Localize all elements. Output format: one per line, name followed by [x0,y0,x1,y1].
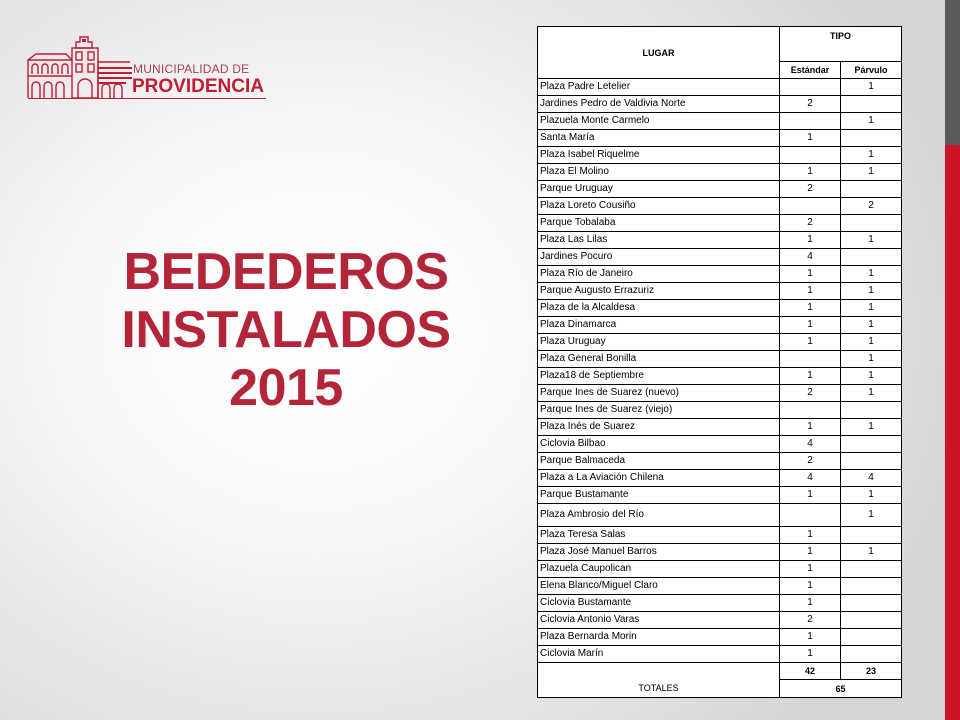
cell-lugar: Ciclovia Bustamante [538,595,780,612]
table-row [538,198,902,215]
cell-parvulo [841,453,902,470]
total-estandar: 42 [780,663,841,680]
cell-estandar [780,351,841,368]
logo-text-providencia: PROVIDENCIA [132,76,264,97]
cell-estandar: 2 [780,612,841,629]
cell-lugar: Plaza Loreto Cousiño [538,198,780,215]
cell-estandar [780,504,841,527]
table-row [538,544,902,561]
table-row [538,266,902,283]
cell-estandar: 1 [780,487,841,504]
table-row [538,578,902,595]
table-body [538,79,902,663]
table-row [538,402,902,419]
table-row [538,487,902,504]
cell-estandar: 2 [780,215,841,232]
table-row [538,561,902,578]
cell-parvulo [841,436,902,453]
cell-lugar: Parque Tobalaba [538,215,780,232]
cell-estandar: 1 [780,368,841,385]
table-row [538,351,902,368]
cell-parvulo [841,249,902,266]
table-row [538,130,902,147]
table-row [538,232,902,249]
cell-estandar: 4 [780,436,841,453]
cell-lugar: Ciclovia Antonio Varas [538,612,780,629]
cell-parvulo: 1 [841,79,902,96]
cell-parvulo: 2 [841,198,902,215]
cell-lugar: Plaza Río de Janeiro [538,266,780,283]
total-general: 65 [780,680,902,698]
cell-parvulo [841,646,902,663]
cell-lugar: Plaza Padre Letelier [538,79,780,96]
cell-estandar: 1 [780,578,841,595]
cell-estandar: 1 [780,419,841,436]
table-row [538,629,902,646]
cell-estandar: 1 [780,232,841,249]
table-row [538,470,902,487]
table-row [538,96,902,113]
cell-lugar: Plaza Teresa Salas [538,527,780,544]
cell-lugar: Plaza General Bonilla [538,351,780,368]
cell-parvulo [841,402,902,419]
cell-lugar: Plaza a La Aviación Chilena [538,470,780,487]
cell-estandar: 1 [780,283,841,300]
cell-estandar [780,113,841,130]
cell-parvulo: 1 [841,334,902,351]
cell-lugar: Plaza Isabel Riquelme [538,147,780,164]
cell-parvulo [841,96,902,113]
cell-estandar: 1 [780,595,841,612]
logo-text-municipalidad: MUNICIPALIDAD DE [133,62,250,76]
cell-estandar: 4 [780,470,841,487]
cell-estandar: 1 [780,300,841,317]
table-row [538,646,902,663]
cell-estandar: 1 [780,130,841,147]
cell-parvulo [841,561,902,578]
cell-estandar: 2 [780,453,841,470]
title-line-2: INSTALADOS [121,301,451,359]
cell-estandar: 1 [780,266,841,283]
cell-parvulo: 1 [841,487,902,504]
table-row [538,79,902,96]
cell-lugar: Plaza Uruguay [538,334,780,351]
header-lugar: LUGAR [538,27,780,79]
header-estandar: Estándar [780,62,841,79]
cell-lugar: Plaza Ambrosio del Río [538,504,780,527]
cell-estandar: 1 [780,646,841,663]
table-row [538,300,902,317]
cell-parvulo: 1 [841,266,902,283]
cell-parvulo: 1 [841,419,902,436]
cell-parvulo [841,215,902,232]
cell-estandar: 2 [780,96,841,113]
side-bar-red [945,145,960,720]
cell-lugar: Ciclovia Bilbao [538,436,780,453]
table-row [538,181,902,198]
cell-lugar: Parque Bustamante [538,487,780,504]
drinking-fountains-table [537,26,902,698]
cell-lugar: Elena Blanco/Miguel Claro [538,578,780,595]
cell-lugar: Plaza18 de Septiembre [538,368,780,385]
cell-parvulo [841,612,902,629]
title-line-1: BEDEDEROS [123,243,449,301]
cell-lugar: Plaza José Manuel Barros [538,544,780,561]
cell-lugar: Plaza Inés de Suarez [538,419,780,436]
total-parvulo: 23 [841,663,902,680]
table-row [538,453,902,470]
cell-lugar: Plazuela Monte Carmelo [538,113,780,130]
cell-estandar [780,402,841,419]
cell-lugar: Parque Augusto Errazuriz [538,283,780,300]
logo-divider [28,98,266,99]
cell-estandar [780,198,841,215]
cell-estandar: 1 [780,527,841,544]
table-row [538,334,902,351]
cell-parvulo [841,629,902,646]
cell-estandar [780,79,841,96]
building-icon [26,36,134,98]
municipality-logo [26,36,268,100]
cell-parvulo: 1 [841,300,902,317]
table-row [538,317,902,334]
table-row [538,249,902,266]
cell-lugar: Plaza de la Alcaldesa [538,300,780,317]
cell-parvulo: 1 [841,283,902,300]
cell-parvulo [841,181,902,198]
slide-title [86,243,486,417]
cell-estandar: 1 [780,334,841,351]
cell-estandar: 2 [780,385,841,402]
cell-estandar: 1 [780,561,841,578]
table-row [538,368,902,385]
title-line-3: 2015 [229,359,343,417]
cell-lugar: Santa María [538,130,780,147]
table-row [538,113,902,130]
cell-lugar: Jardines Pocuro [538,249,780,266]
cell-lugar: Ciclovia Marín [538,646,780,663]
table-row [538,215,902,232]
cell-parvulo [841,595,902,612]
table-row [538,147,902,164]
cell-estandar: 1 [780,164,841,181]
cell-parvulo: 1 [841,317,902,334]
cell-estandar: 1 [780,629,841,646]
totals-label: TOTALES [538,663,780,698]
cell-parvulo: 1 [841,147,902,164]
table-row [538,419,902,436]
header-tipo: TIPO [780,27,902,62]
cell-parvulo [841,130,902,147]
side-bar-dark [945,0,960,145]
cell-parvulo: 1 [841,504,902,527]
cell-parvulo: 1 [841,113,902,130]
header-parvulo: Párvulo [841,62,902,79]
cell-parvulo: 1 [841,368,902,385]
table-row [538,283,902,300]
table-header [538,27,902,79]
cell-estandar [780,147,841,164]
cell-estandar: 2 [780,181,841,198]
cell-lugar: Jardines Pedro de Valdivia Norte [538,96,780,113]
cell-parvulo: 4 [841,470,902,487]
table-row [538,612,902,629]
cell-lugar: Plaza Bernarda Morin [538,629,780,646]
cell-parvulo: 1 [841,544,902,561]
cell-parvulo [841,578,902,595]
cell-lugar: Parque Ines de Suarez (nuevo) [538,385,780,402]
cell-lugar: Plaza Dinamarca [538,317,780,334]
cell-parvulo: 1 [841,232,902,249]
table-row [538,527,902,544]
cell-lugar: Plaza El Molino [538,164,780,181]
table-row [538,595,902,612]
cell-estandar: 1 [780,544,841,561]
cell-estandar: 1 [780,317,841,334]
table-row [538,436,902,453]
cell-lugar: Parque Ines de Suarez (viejo) [538,402,780,419]
cell-lugar: Plaza Las Lilas [538,232,780,249]
cell-parvulo: 1 [841,385,902,402]
table-row [538,385,902,402]
cell-lugar: Parque Uruguay [538,181,780,198]
cell-parvulo [841,527,902,544]
cell-lugar: Plazuela Caupolican [538,561,780,578]
cell-lugar: Parque Balmaceda [538,453,780,470]
table-totals [538,663,902,698]
cell-estandar: 4 [780,249,841,266]
table-row [538,164,902,181]
cell-parvulo: 1 [841,351,902,368]
table-row [538,504,902,527]
cell-parvulo: 1 [841,164,902,181]
